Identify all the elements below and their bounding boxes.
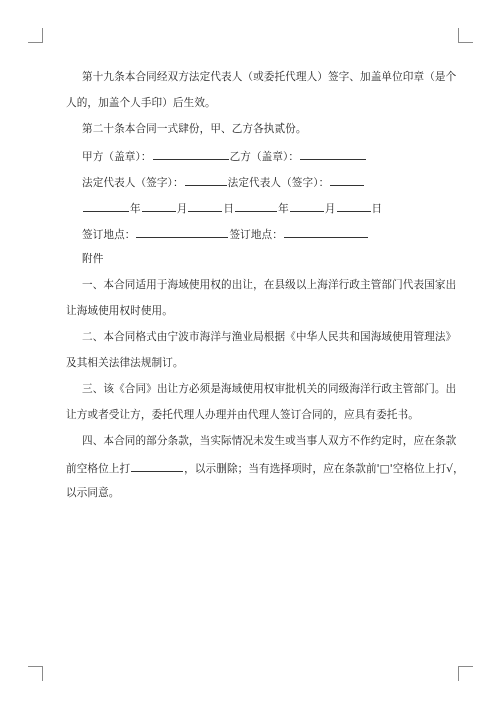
signature-date-row (82, 200, 382, 216)
clause-20: 第二十条本合同一式肆份，甲、乙方各执贰份。 (82, 123, 307, 135)
date-a-month-label: 月 (176, 203, 188, 215)
place-a-blank[interactable] (136, 226, 228, 238)
date-b-month-label: 月 (324, 203, 336, 215)
place-a-label: 签订地点： (82, 229, 136, 241)
appendix-note-2-line-2: 及其相关法律法规制订。 (66, 357, 184, 369)
place-b-label: 签订地点： (229, 229, 283, 241)
appendix-note-3-line-2: 让方或者受让方，委托代理人办理并由代理人签订合同的，应具有委托书。 (66, 409, 419, 421)
appendix-note-1-line-1: 一、本合同适用于海域使用权的出让，在县级以上海洋行政主管部门代表国家出 (82, 279, 457, 291)
party-b-blank[interactable] (300, 148, 366, 160)
appendix-note-4-line-1: 四、本合同的部分条款，当实际情况未发生或当事人双方不作约定时，应在条款 (82, 435, 457, 447)
clause-19-line-2: 人的，加盖个人手印）后生效。 (66, 97, 216, 109)
date-a-day-label: 日 (223, 203, 235, 215)
party-a-blank[interactable] (153, 148, 229, 160)
date-b-day-blank[interactable] (337, 200, 371, 212)
signature-party-row (82, 148, 367, 164)
appendix-note-4-line-2 (66, 460, 464, 476)
party-a-label: 甲方（盖章）： (82, 151, 152, 163)
appendix-note-3-line-1: 三、该《合同》出让方必须是海域使用权审批机关的同级海洋行政主管部门。出 (82, 383, 457, 395)
date-b-year-label: 年 (278, 203, 289, 215)
signature-rep-row (82, 174, 365, 190)
date-a-day-blank[interactable] (188, 200, 222, 212)
place-b-blank[interactable] (284, 226, 368, 238)
date-a-month-blank[interactable] (142, 200, 176, 212)
rep-a-blank[interactable] (185, 174, 227, 186)
date-a-year-label: 年 (130, 203, 141, 215)
date-b-day-label: 日 (371, 203, 383, 215)
crop-mark-top-left (28, 28, 43, 43)
appendix-note-4-line-3: 以示同意。 (66, 487, 120, 499)
appendix-note-2-line-1: 二、本合同格式由宁波市海洋与渔业局根据《中华人民共和国海域使用管理法》 (82, 331, 457, 343)
rep-b-label: 法定代表人（签字）： (227, 177, 330, 189)
crop-mark-bottom-right (458, 666, 473, 681)
date-b-year-blank[interactable] (235, 200, 277, 212)
signature-place-row (82, 226, 369, 242)
rep-a-label: 法定代表人（签字）： (82, 177, 184, 189)
note-4-blank[interactable] (131, 460, 183, 472)
note-4-suffix: ，以示删除；当有选择项时，应在条款前'□'空格位上打√， (184, 463, 464, 475)
appendix-note-1-line-2: 让海域使用权时使用。 (66, 305, 173, 317)
date-a-year-blank[interactable] (83, 200, 129, 212)
crop-mark-top-right (458, 28, 473, 43)
rep-b-blank[interactable] (330, 174, 364, 186)
clause-19-line-1: 第十九条本合同经双方法定代表人（或委托代理人）签字、加盖单位印章（是个 (82, 71, 457, 83)
date-b-month-blank[interactable] (290, 200, 324, 212)
crop-mark-bottom-left (28, 666, 43, 681)
note-4-prefix: 前空格位上打 (66, 463, 131, 475)
party-b-label: 乙方（盖章）： (229, 151, 300, 163)
appendix-title: 附件 (82, 253, 104, 265)
